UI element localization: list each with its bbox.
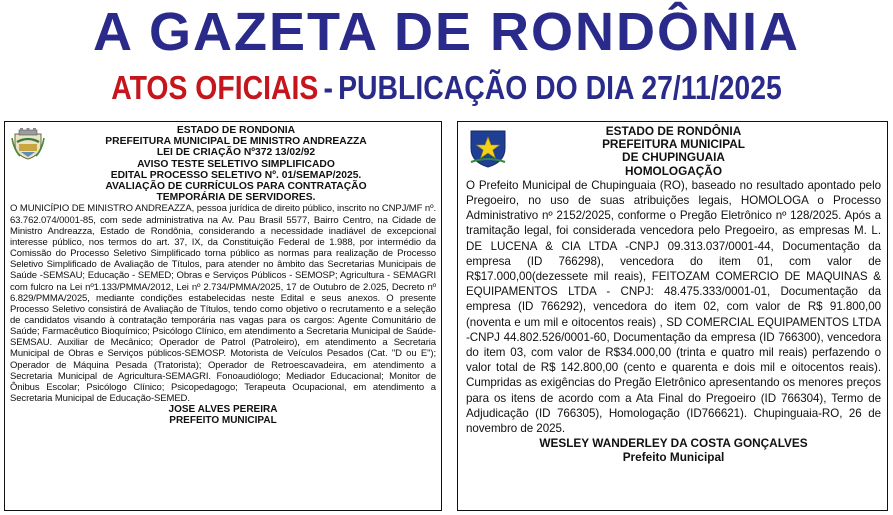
header-line: LEI DE CRIAÇÃO Nº372 13/02/92 bbox=[156, 147, 316, 159]
signer-name: WESLEY WANDERLEY DA COSTA GONÇALVES bbox=[539, 436, 808, 451]
notice-body: O Prefeito Municipal de Chupinguaia (RO), baseado no resultado apontado pelo Pregoeiro, no uso de suas atribuições legais, HOMOLOGA o Processo Administrativo nº 2152/2025, conforme o Pregão Eletrônico nº 128/2025. Após a tramitação legal, foi considerada vencedora pelo Pregoeiro, as empresas M. L. DE LUCENA & CIA LTDA -CNPJ 09.313.037/0001-44, Documentação da empresa (ID 766298), vencedora do item 01, com valor de R$17.000,00(dezessete mil reais), FEITOZAM COMERCIO DE MAQUINAS & EQUIPAMENTOS LTDA - CNPJ: 48.475.333/0001-01, Documentação da empresa (ID 766292), vencedora do item 02, com valor de R$ 91.800,00 (noventa e um mil e oitocentos reais) , SD COMERCIAL EQUIPAMENTOS LTDA -CNPJ 44.802.526/0001-60, Documentação da empresa (ID 766300), vencedora do item 03, com valor de R$34.000,00 (trinta e quatro mil reais) perfazendo o valor total de R$ 142.800,00 (cento e quarenta e dois mil e oitocentos reais). Cumpridas as exigências do Pregão Eletrônico apresentando os menores preços para os itens de acordo com a Ata Final do Pregoeiro (ID 766304), Termo de Adjudicação (ID 766305), Homologação (ID766621). Chupinguaia-RO, 26 de novembro de 2025. bbox=[466, 178, 881, 436]
header-line: HOMOLOGAÇÃO bbox=[625, 163, 722, 178]
section-label: ATOS OFICIAIS bbox=[111, 69, 319, 106]
signer-name: JOSE ALVES PEREIRA bbox=[168, 404, 278, 416]
header-line: AVISO TESTE SELETIVO SIMPLIFICADO bbox=[137, 158, 335, 170]
notice-header bbox=[10, 125, 436, 203]
subheading-separator: - bbox=[323, 69, 333, 106]
notice-body: O MUNICÍPIO DE MINISTRO ANDREAZZA, pessoa jurídica de direito público, inscrito no CNPJ/MF nº. 63.762.074/0001-85, com sede administrativa na Av. Pau Brasil 5577, Bairro Centro, na Cidade de Ministro Andreazza, Estado de Rondônia, considerando a necessidade inadiável de excepcional interesse público, nos termos do art. 37, IX, da Constituição Federal de 1.988, por intermédio da Comissão do Processo Seletivo Simplificado torna público as normas para realização de Processo Seletivo Simplificado de Avaliação de Títulos, para atender no âmbito das Secretarias Municipais de Saúde -SEMSAU; Educação - SEMED; Obras e Serviços Públicos - SEMOSP; Agricultura - SEMAGRI com fulcro na Lei nº1.133/PMMA/2012, Lei nº 2.734/PMMA/2025, 17 de Outubro de 2.025, Decreto nº 6.829/PMMA/2025, mediante condições estabelecidas neste Edital e seus anexos. O presente Processo Seletivo consistirá de Avaliação de Títulos, tendo como objetivo o recrutamento e a seleção de candidatos visando à contratação temporária nas vagas para os cargos: Agente Comunitário de Saúde; Farmacêutico Bioquímico; Psicólogo Clínico, em atendimento a Secretaria Municipal de Saúde-SEMSAU. Auxiliar de Mecânico; Operador de Patrol (Patroleiro), em atendimento a Secretaria Municipal de Obras e Serviços públicos-SEMOSP. Motorista de Veículos Pesados (Cat. "D ou E"); Operador de Máquina Pesada (Tratorista); Operador de Retroescavadeira, em atendimento a Secretaria Municipal de Agricultura-SEMAGRI. Fonoaudiólogo; Mediador Educacional; Monitor de Ônibus Escolar; Psicólogo Clínico; Psicopedagogo; Terapeuta Ocupacional, em atendimento a Secretaria Municipal de Educação-SEMED. bbox=[10, 203, 436, 405]
newspaper-title: A GAZETA DE RONDÔNIA bbox=[93, 2, 800, 62]
notice-ministro-andreazza bbox=[4, 121, 442, 511]
header-line: EDITAL PROCESSO SELETIVO Nº. 01/SEMAP/2025. bbox=[110, 169, 362, 181]
municipal-star-badge-icon bbox=[468, 128, 508, 168]
header-line: PREFEITURA MUNICIPAL DE MINISTRO ANDREAZZA bbox=[105, 136, 367, 148]
signer-role: Prefeito Municipal bbox=[622, 450, 725, 465]
signer-role: PREFEITO MUNICIPAL bbox=[169, 415, 277, 427]
municipal-crest-icon bbox=[11, 128, 45, 160]
header-line: DE CHUPINGUAIA bbox=[622, 150, 725, 165]
notice-header bbox=[466, 125, 881, 178]
section-subheading bbox=[63, 66, 831, 110]
header-line: AVALIAÇÃO DE CURRÍCULOS PARA CONTRATAÇÃO bbox=[105, 181, 367, 193]
header-line: TEMPORÁRIA DE SERVIDORES. bbox=[156, 192, 316, 204]
notice-chupinguaia bbox=[457, 121, 888, 511]
publication-date: PUBLICAÇÃO DO DIA 27/11/2025 bbox=[338, 69, 782, 106]
header-line: ESTADO DE RONDÔNIA bbox=[605, 124, 742, 138]
header-line: ESTADO DE RONDONIA bbox=[176, 125, 296, 136]
header-line: PREFEITURA MUNICIPAL bbox=[602, 137, 745, 152]
